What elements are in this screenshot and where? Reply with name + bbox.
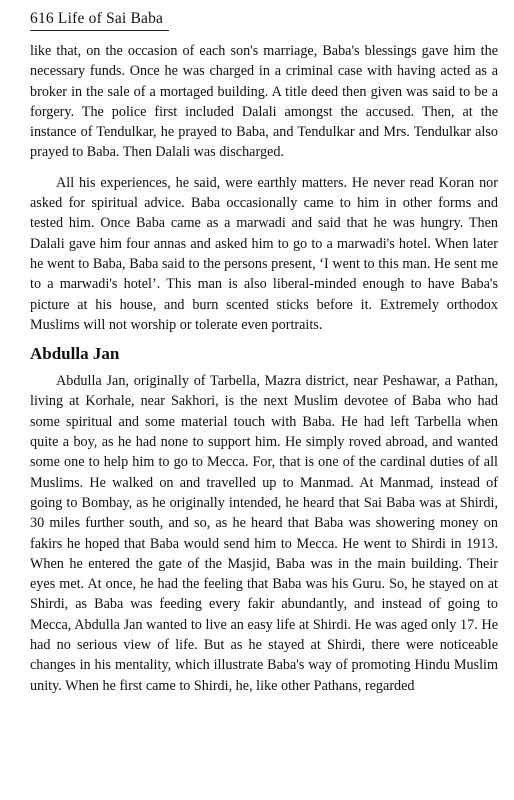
page-body: [30, 41, 498, 696]
section-heading: Abdulla Jan: [30, 344, 120, 364]
paragraph-gap: [30, 163, 498, 173]
paragraph-abdulla-jan: Abdulla Jan, originally of Tarbella, Mazra district, near Peshawar, a Pathan, living at Korhale, near Sakhori, is the next Muslim devotee of Baba who had some spiritual and some material touch with Baba. He had left Tarbella when quite a boy, as he had none to support him. He simply roved abroad, and wanted some one to help him to go to Mecca. For, that is one of the cardinal duties of all Muslims. He walked on and travelled up to Manmad. At Manmad, instead of going to Bombay, as he originally intended, he heard that Sai Baba was at Shirdi, 30 miles further south, and so, as he heard that Baba was showering money on fakirs he hoped that Baba would send him to Mecca. He went to Shirdi in 1913. When he entered the gate of the Masjid, Baba was in the main building. Their eyes met. At once, he had the feeling that Baba was his Guru. So, he stayed on at Shirdi, as Baba was feeding every fakir abundantly, and instead of going to Mecca, Abdulla Jan wanted to live an easy life at Shirdi. He was aged only 17. He had no serious view of life. But as he stayed at Shirdi, there were noticeable changes in his mentality, which illustrate Baba's way of promoting Hindu Muslim unity. When he first came to Shirdi, he, like other Pathans, regarded: [30, 373, 498, 694]
paragraph-experiences: All his experiences, he said, were earthly matters. He never read Koran nor asked for spiritual advice. Baba occasionally came to him in other forms and tested him. Once Baba came as a marwadi and said that he was hungry. Then Dalali gave him four annas and asked him to go to a marwadi's hotel. When later he went to Baba, Baba said to the persons present, ‘I went to this man. He sent me to a marwadi's hotel’. This man is also liberal-minded enough to have Baba's picture at his house, and burn scented sticks before it. Extremely orthodox Muslims will not worship or tolerate even portraits.: [30, 174, 498, 333]
book-page: [30, 8, 498, 696]
paragraph-continuation: like that, on the occasion of each son's marriage, Baba's blessings gave him the necessary funds. Once he was charged in a criminal case with having acted as a broker in the sale of a mortaged building. A title deed then given was said to be a forgery. The police first included Dalali amongst the accused. Then, at the instance of Tendulkar, he prayed to Baba, and Tendulkar and Mrs. Tendulkar also prayed to Baba. Then Dalali was discharged.: [30, 43, 498, 161]
running-head: 616 Life of Sai Baba: [30, 8, 169, 31]
